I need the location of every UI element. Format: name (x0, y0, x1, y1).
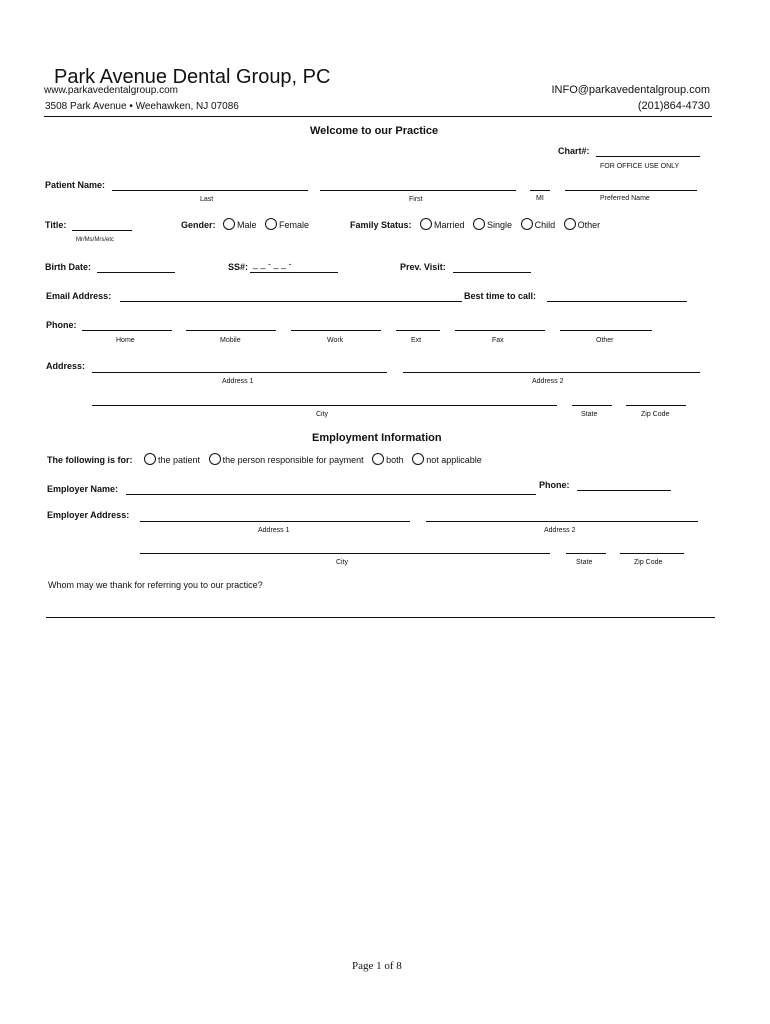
ss-field[interactable] (250, 272, 338, 273)
radio-icon[interactable] (265, 218, 277, 230)
zip-caption: Zip Code (641, 411, 670, 418)
phone-label: Phone: (46, 320, 77, 330)
address2-caption: Address 2 (532, 378, 564, 385)
city-field[interactable] (92, 405, 557, 406)
mi-field[interactable] (530, 190, 550, 191)
last-caption: Last (200, 196, 214, 203)
work-phone-field[interactable] (291, 330, 381, 331)
employer-address1-field[interactable] (140, 521, 410, 522)
employer-city-field[interactable] (140, 553, 550, 554)
practice-name: Park Avenue Dental Group, PC (54, 66, 331, 88)
employer-address1-caption: Address 1 (258, 527, 290, 534)
preferred-name-field[interactable] (565, 190, 697, 191)
radio-icon[interactable] (209, 453, 221, 465)
practice-website[interactable]: www.parkavedentalgroup.com (44, 85, 178, 96)
family-option-child[interactable]: Child (521, 220, 558, 230)
employer-name-label: Employer Name: (47, 484, 119, 494)
fax-caption: Fax (492, 337, 504, 344)
home-phone-field[interactable] (82, 330, 172, 331)
employer-phone-label: Phone: (539, 480, 570, 490)
first-name-field[interactable] (320, 190, 516, 191)
family-option-married[interactable]: Married (420, 220, 467, 230)
radio-icon[interactable] (521, 218, 533, 230)
fax-field[interactable] (455, 330, 545, 331)
employer-city-caption: City (336, 559, 349, 566)
practice-address: 3508 Park Avenue • Weehawken, NJ 07086 (45, 101, 239, 112)
title-label: Title: (45, 220, 67, 230)
radio-icon[interactable] (564, 218, 576, 230)
patient-name-label: Patient Name: (45, 180, 106, 190)
gender-option-female[interactable]: Female (265, 220, 309, 230)
address1-field[interactable] (92, 372, 387, 373)
employer-phone-field[interactable] (577, 490, 671, 491)
employment-title: Employment Information (312, 432, 442, 444)
ss-dashes: _ _ - _ _ - (253, 259, 292, 269)
address1-caption: Address 1 (222, 378, 254, 385)
radio-icon[interactable] (412, 453, 424, 465)
email-label: Email Address: (46, 291, 112, 301)
mobile-phone-field[interactable] (186, 330, 276, 331)
family-option-other[interactable]: Other (564, 220, 601, 230)
best-time-label: Best time to call: (464, 291, 537, 301)
ss-label: SS#: (228, 262, 249, 272)
gender-option-male[interactable]: Male (223, 220, 259, 230)
state-field[interactable] (572, 405, 612, 406)
state-caption: State (581, 411, 598, 418)
chart-field[interactable] (596, 156, 700, 157)
best-time-field[interactable] (547, 301, 687, 302)
for-option-not-applicable[interactable]: not applicable (412, 455, 482, 465)
employer-zip-field[interactable] (620, 553, 684, 554)
title-field[interactable] (72, 230, 132, 231)
gender-label: Gender: (181, 220, 216, 230)
chart-label: Chart#: (558, 146, 590, 156)
birth-date-field[interactable] (97, 272, 175, 273)
preferred-caption: Preferred Name (600, 195, 650, 202)
family-status-options (420, 218, 606, 230)
title-hint: Mr/Ms/Mrs/etc (76, 237, 114, 243)
radio-icon[interactable] (223, 218, 235, 230)
zip-field[interactable] (626, 405, 686, 406)
office-use-note: FOR OFFICE USE ONLY (600, 163, 680, 170)
first-caption: First (409, 196, 423, 203)
last-name-field[interactable] (112, 190, 308, 191)
ext-caption: Ext (411, 337, 422, 344)
employer-name-field[interactable] (126, 494, 536, 495)
practice-phone: (201)864-4730 (637, 100, 710, 112)
other-phone-field[interactable] (560, 330, 652, 331)
page-number: Page 1 of 8 (352, 960, 402, 972)
employer-address2-caption: Address 2 (544, 527, 576, 534)
for-option-both[interactable]: both (372, 455, 406, 465)
ext-field[interactable] (396, 330, 440, 331)
radio-icon[interactable] (473, 218, 485, 230)
home-caption: Home (116, 337, 135, 344)
employer-address-label: Employer Address: (47, 510, 130, 520)
header-divider (44, 116, 712, 117)
mobile-caption: Mobile (220, 337, 241, 344)
radio-icon[interactable] (372, 453, 384, 465)
mi-caption: MI (536, 195, 544, 202)
address-label: Address: (46, 361, 86, 371)
address2-field[interactable] (403, 372, 700, 373)
other-caption: Other (596, 337, 614, 344)
following-for-label: The following is for: (47, 455, 133, 465)
employer-address2-field[interactable] (426, 521, 698, 522)
birth-date-label: Birth Date: (45, 262, 92, 272)
city-caption: City (316, 411, 329, 418)
prev-visit-field[interactable] (453, 272, 531, 273)
employer-state-field[interactable] (566, 553, 606, 554)
referral-question: Whom may we thank for referring you to our practice? (48, 580, 263, 590)
gender-options (223, 218, 315, 230)
prev-visit-label: Prev. Visit: (400, 262, 446, 272)
employer-state-caption: State (576, 559, 593, 566)
radio-icon[interactable] (144, 453, 156, 465)
referral-field[interactable] (46, 617, 715, 618)
family-option-single[interactable]: Single (473, 220, 515, 230)
for-option-patient[interactable]: the patient (144, 455, 203, 465)
for-option-responsible[interactable]: the person responsible for payment (209, 455, 367, 465)
work-caption: Work (327, 337, 344, 344)
welcome-title: Welcome to our Practice (310, 125, 439, 137)
family-status-label: Family Status: (350, 220, 412, 230)
email-field[interactable] (120, 301, 462, 302)
radio-icon[interactable] (420, 218, 432, 230)
employer-zip-caption: Zip Code (634, 559, 663, 566)
practice-email[interactable]: INFO@parkavedentalgroup.com (551, 84, 710, 96)
following-for-options (144, 453, 488, 465)
